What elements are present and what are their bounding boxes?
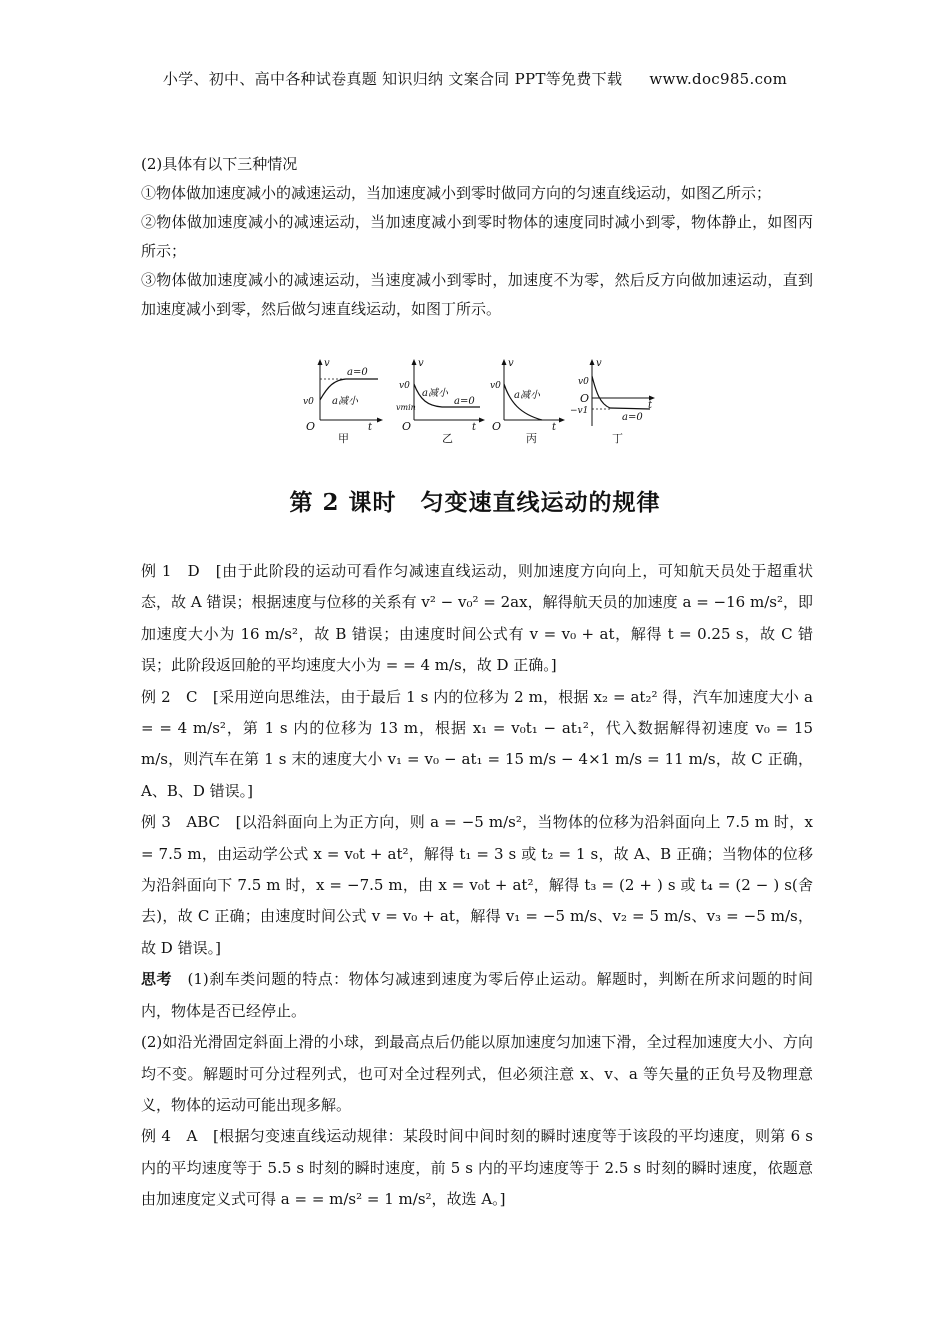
fig-yi-axis-v: v — [418, 358, 424, 369]
vt-figures — [298, 356, 658, 448]
example-3-body: [以沿斜面向上为正方向，则 a = −5 m/s²，当物体的位移为沿斜面向上 7.5 m 时，x = 7.5 m，由运动学公式 x = v₀t + at²，解得 t₁ = 3 s 或 t₂ = 1 s，故 A、B 正确；当物体的位移为沿斜面向下 7.5 m 时，x = −7.5 m，由 x = v₀t + at²，解得 t₃ = (2 + ) s 或 t₄ = (2 − ) s(舍去)，故 C 正确；由速度时间公式 v = v₀ + at，解得 v₁ = −5 m/s、v₂ = 5 m/s、v₃ = −5 m/s，故 D 错误。] — [141, 813, 813, 957]
case-2: ②物体做加速度减小的减速运动，当加速度减小到零时物体的速度同时减小到零，物体静止，如图丙所示； — [141, 213, 813, 260]
fig-jia-caption: 甲 — [338, 432, 349, 445]
cases-title: (2)具体有以下三种情况 — [141, 155, 298, 173]
fig-ding-a-zero: a=0 — [622, 412, 643, 423]
example-4-label: 例 4 A — [141, 1127, 198, 1146]
think-label: 思考 — [141, 970, 172, 989]
case-1: ①物体做加速度减小的减速运动，当加速度减小到零时做同方向的匀速直线运动，如图乙所示； — [141, 184, 772, 202]
fig-ding-axis-v: v — [596, 358, 602, 369]
fig-jia-v0: v0 — [303, 397, 314, 407]
figure-yi — [396, 356, 486, 448]
example-1 — [141, 556, 813, 682]
figure-jia — [298, 356, 384, 448]
fig-ding-caption: 丁 — [612, 432, 623, 445]
fig-yi-a-zero: a=0 — [454, 396, 475, 407]
fig-yi-a-dec: a减小 — [422, 388, 448, 399]
fig-bing-caption: 丙 — [526, 432, 537, 445]
example-1-body: [由于此阶段的运动可看作匀减速直线运动，则加速度方向向上，可知航天员处于超重状态，故 A 错误；根据速度与位移的关系有 v² − v₀² = 2ax，解得航天员的加速度 a = −16 m/s²，即加速度大小为 16 m/s²，故 B 错误；由速度时间公式有 v = v₀ + at，解得 t = 0.25 s，故 C 错误；此阶段返回舱的平均速度大小为 = = 4 m/s，故 D 正确。] — [141, 562, 813, 675]
fig-jia-origin: O — [306, 420, 316, 433]
example-4 — [141, 1121, 813, 1215]
fig-bing-v0: v0 — [490, 381, 501, 391]
think-1 — [141, 964, 813, 1027]
page-header — [0, 68, 950, 89]
think-2: (2)如沿光滑固定斜面上滑的小球，到最高点后仍能以原加速度匀加速下滑，全过程加速度大小、方向均不变。解题时可分过程列式，也可对全过程列式，但必须注意 x、v、a 等矢量的正负号及物理意义，物体的运动可能出现多解。 — [141, 1033, 813, 1114]
lesson-title: 第 2 课时 匀变速直线运动的规律 — [289, 489, 661, 516]
example-2-label: 例 2 C — [141, 687, 198, 706]
fig-yi-vmin: vmin — [396, 403, 416, 412]
header-text: 小学、初中、高中各种试卷真题 知识归纳 文案合同 PPT等免费下载 — [162, 70, 623, 88]
example-2-body: [采用逆向思维法，由于最后 1 s 内的位移为 2 m，根据 x₂ = at₂² 得，汽车加速度大小 a = = 4 m/s²，第 1 s 内的位移为 13 m，根据 x₁ = v₀t₁ − at₁²，代入数据解得初速度 v₀ = 15 m/s，则汽车在第 1 s 末的速度大小 v₁ = v₀ − at₁ = 15 m/s − 4×1 m/s = 11 m/s，故 C 正确，A、B、D 错误。] — [141, 687, 813, 800]
fig-jia-axis-v: v — [324, 358, 330, 369]
example-3 — [141, 807, 813, 964]
intro-section — [141, 150, 813, 324]
fig-bing-axis-t: t — [552, 422, 557, 433]
fig-bing-a-dec: a减小 — [514, 390, 540, 401]
fig-bing-axis-v: v — [508, 358, 514, 369]
fig-ding-origin: O — [580, 392, 590, 405]
example-4-body: [根据匀变速直线运动规律：某段时间中间时刻的瞬时速度等于该段的平均速度，则第 6 s 内的平均速度等于 5.5 s 时刻的瞬时速度，前 5 s 内的平均速度等于 2.5 s 时刻的瞬时速度，依题意由加速度定义式可得 a = = m/s² = 1 m/s²，故选 A。] — [141, 1127, 813, 1209]
solutions-section — [141, 556, 813, 1216]
example-3-label: 例 3 ABC — [141, 813, 221, 832]
fig-yi-origin: O — [402, 420, 412, 433]
figure-bing — [490, 356, 566, 448]
example-2 — [141, 682, 813, 808]
fig-ding-v0: v0 — [578, 377, 589, 387]
fig-jia-axis-t: t — [368, 422, 373, 433]
example-1-label: 例 1 D — [141, 562, 200, 580]
fig-ding-axis-t: t — [648, 400, 653, 411]
fig-yi-axis-t: t — [472, 422, 477, 433]
fig-bing-origin: O — [492, 420, 502, 433]
fig-ding-neg-v1: −v1 — [570, 406, 589, 416]
think-p1: (1)刹车类问题的特点：物体匀减速到速度为零后停止运动。解题时，判断在所求问题的时间内，物体是否已经停止。 — [141, 970, 813, 1020]
fig-jia-a-dec: a减小 — [332, 396, 358, 407]
fig-yi-v0: v0 — [399, 381, 410, 391]
fig-jia-a-zero: a=0 — [347, 367, 368, 378]
case-3: ③物体做加速度减小的减速运动，当速度减小到零时，加速度不为零，然后反方向做加速运动，直到加速度减小到零，然后做匀速直线运动，如图丁所示。 — [141, 271, 813, 318]
header-url[interactable]: www.doc985.com — [649, 70, 788, 88]
fig-yi-caption: 乙 — [442, 432, 453, 445]
figure-ding — [570, 356, 658, 448]
